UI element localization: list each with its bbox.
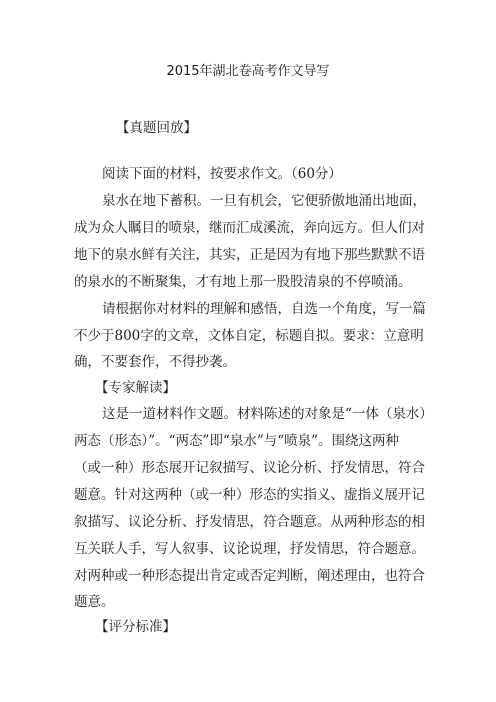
section-heading-scoring: 【评分标准】 <box>95 619 176 635</box>
analysis-line: 对两种或一种形态提出肯定或否定判断，阐述理由，也符合 <box>74 568 425 584</box>
analysis-line: （或一种）形态展开记叙描写、议论分析、抒发情思，符合 <box>74 460 425 476</box>
analysis-line: 叙描写、议论分析、抒发情思，符合题意。从两种形态的相 <box>74 514 425 530</box>
analysis-line: 题意。 <box>74 594 115 610</box>
prompt-line: 请根据你对材料的理解和感悟，自选一个角度，写一篇 <box>102 301 426 317</box>
prompt-line: 泉水在地下蓄积。一旦有机会，它便骄傲地涌出地面， <box>102 193 426 209</box>
prompt-line: 地下的泉水鲜有关注，其实，正是因为有地下那些默默不语 <box>74 247 425 263</box>
analysis-line: 互关联人手，写人叙事、议论说理，抒发情思，符合题意。 <box>74 541 425 557</box>
prompt-line: 不少于800字的文章，文体自定，标题自拟。要求：立意明 <box>74 328 424 344</box>
prompt-line: 阅读下面的材料，按要求作文。（60分） <box>102 166 342 182</box>
document-title: 2015年湖北卷高考作文导写 <box>166 64 330 79</box>
section-heading-real-question: 【真题回放】 <box>116 120 197 136</box>
prompt-line: 的泉水的不断聚集，才有地上那一股股清泉的不停喷涌。 <box>74 274 412 290</box>
section-heading-expert-reading: 【专家解读】 <box>95 380 176 396</box>
analysis-line: 两态（形态）”。“两态”即“泉水”与“喷泉”。围绕这两种 <box>74 433 400 449</box>
prompt-line: 确，不要套作，不得抄袭。 <box>74 354 236 370</box>
analysis-line: 这是一道材料作文题。材料陈述的对象是“一体（泉水） <box>102 406 433 422</box>
prompt-line: 成为众人瞩目的喷泉，继而汇成溪流，奔向远方。但人们对 <box>74 220 425 236</box>
analysis-line: 题意。针对这两种（或一种）形态的实指义、虚指义展开记 <box>74 487 425 503</box>
